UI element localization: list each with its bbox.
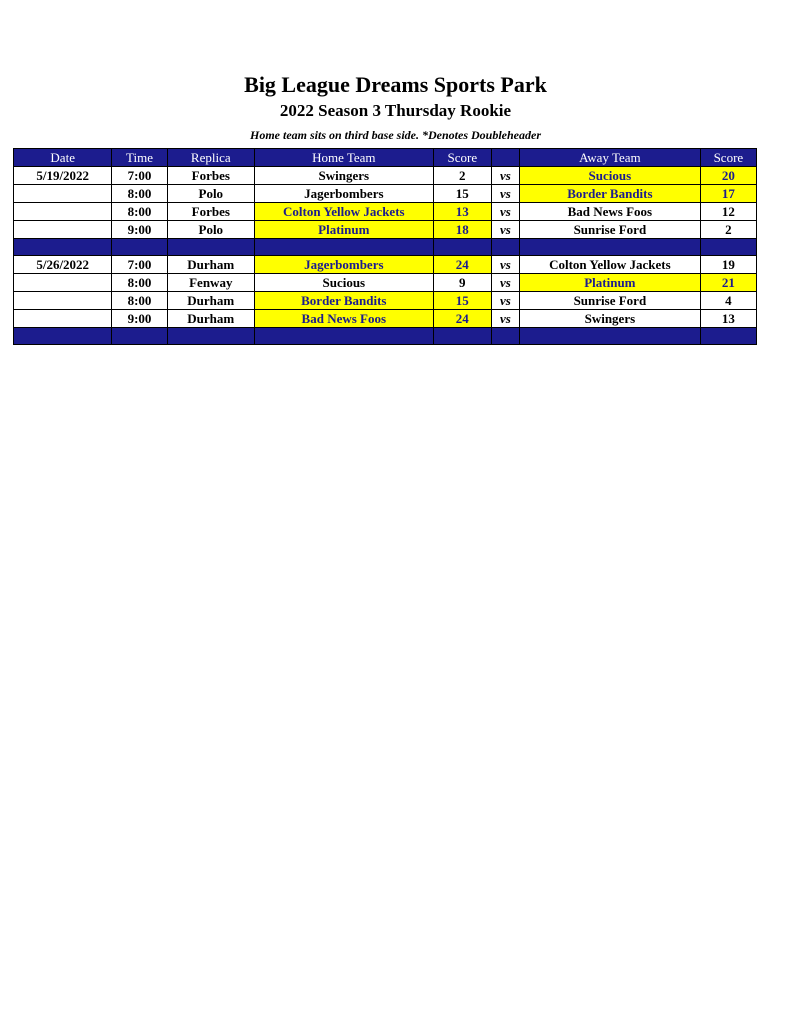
band-cell — [433, 328, 491, 345]
home-team-cell: Border Bandits — [254, 292, 433, 310]
time-cell: 8:00 — [112, 274, 167, 292]
game-row — [14, 256, 757, 274]
away-score-cell: 13 — [700, 310, 756, 328]
schedule-body — [14, 167, 757, 345]
col-header-away-score: Score — [700, 149, 756, 167]
home-score-cell: 2 — [433, 167, 491, 185]
page-title: Big League Dreams Sports Park — [244, 72, 547, 97]
week-separator-band — [14, 239, 757, 256]
col-header-home-score: Score — [433, 149, 491, 167]
home-score-cell: 13 — [433, 203, 491, 221]
away-team-cell: Sunrise Ford — [520, 221, 701, 239]
game-row — [14, 292, 757, 310]
away-score-cell: 2 — [700, 221, 756, 239]
field-cell: Durham — [167, 292, 254, 310]
home-team-cell: Jagerbombers — [254, 185, 433, 203]
time-cell: 7:00 — [112, 256, 167, 274]
field-cell: Polo — [167, 221, 254, 239]
band-cell — [112, 328, 167, 345]
time-cell: 8:00 — [112, 292, 167, 310]
week-separator-band — [14, 328, 757, 345]
col-header-away-team: Away Team — [520, 149, 701, 167]
home-team-cell: Sucious — [254, 274, 433, 292]
away-score-cell: 19 — [700, 256, 756, 274]
home-team-cell: Jagerbombers — [254, 256, 433, 274]
away-team-cell: Platinum — [520, 274, 701, 292]
date-cell — [14, 310, 112, 328]
band-cell — [700, 239, 756, 256]
band-cell — [491, 328, 519, 345]
away-team-cell: Sucious — [520, 167, 701, 185]
vs-cell: vs — [491, 185, 519, 203]
time-cell: 8:00 — [112, 185, 167, 203]
away-score-cell: 17 — [700, 185, 756, 203]
game-row — [14, 203, 757, 221]
home-team-cell: Platinum — [254, 221, 433, 239]
away-team-cell: Border Bandits — [520, 185, 701, 203]
away-team-cell: Colton Yellow Jackets — [520, 256, 701, 274]
band-cell — [14, 239, 112, 256]
home-score-cell: 24 — [433, 310, 491, 328]
vs-cell: vs — [491, 292, 519, 310]
game-row — [14, 310, 757, 328]
date-cell — [14, 221, 112, 239]
band-cell — [433, 239, 491, 256]
away-score-cell: 20 — [700, 167, 756, 185]
band-cell — [520, 328, 701, 345]
band-cell — [491, 239, 519, 256]
band-cell — [254, 239, 433, 256]
band-cell — [167, 239, 254, 256]
vs-cell: vs — [491, 274, 519, 292]
col-header-date: Date — [14, 149, 112, 167]
time-cell: 7:00 — [112, 167, 167, 185]
band-cell — [700, 328, 756, 345]
col-header-vs — [491, 149, 519, 167]
home-team-cell: Colton Yellow Jackets — [254, 203, 433, 221]
header-row — [14, 149, 757, 167]
page-subtitle: 2022 Season 3 Thursday Rookie — [279, 101, 512, 120]
vs-cell: vs — [491, 203, 519, 221]
vs-cell: vs — [491, 310, 519, 328]
band-cell — [520, 239, 701, 256]
game-row — [14, 274, 757, 292]
time-cell: 9:00 — [112, 221, 167, 239]
vs-cell: vs — [491, 221, 519, 239]
date-cell — [14, 274, 112, 292]
away-team-cell: Bad News Foos — [520, 203, 701, 221]
time-cell: 8:00 — [112, 203, 167, 221]
band-cell — [14, 328, 112, 345]
page-note: Home team sits on third base side. *Denotes Doubleheader — [250, 128, 541, 142]
home-score-cell: 15 — [433, 185, 491, 203]
away-team-cell: Sunrise Ford — [520, 292, 701, 310]
schedule-table — [13, 148, 757, 345]
away-team-cell: Swingers — [520, 310, 701, 328]
home-score-cell: 9 — [433, 274, 491, 292]
field-cell: Polo — [167, 185, 254, 203]
col-header-home-team: Home Team — [254, 149, 433, 167]
away-score-cell: 12 — [700, 203, 756, 221]
game-row — [14, 167, 757, 185]
date-cell: 5/19/2022 — [14, 167, 112, 185]
game-row — [14, 185, 757, 203]
field-cell: Durham — [167, 256, 254, 274]
field-cell: Forbes — [167, 203, 254, 221]
vs-cell: vs — [491, 167, 519, 185]
band-cell — [167, 328, 254, 345]
band-cell — [112, 239, 167, 256]
date-cell — [14, 292, 112, 310]
away-score-cell: 21 — [700, 274, 756, 292]
game-row — [14, 221, 757, 239]
home-score-cell: 24 — [433, 256, 491, 274]
home-score-cell: 15 — [433, 292, 491, 310]
home-team-cell: Swingers — [254, 167, 433, 185]
away-score-cell: 4 — [700, 292, 756, 310]
home-team-cell: Bad News Foos — [254, 310, 433, 328]
col-header-replica: Replica — [167, 149, 254, 167]
col-header-time: Time — [112, 149, 167, 167]
date-cell — [14, 185, 112, 203]
field-cell: Forbes — [167, 167, 254, 185]
time-cell: 9:00 — [112, 310, 167, 328]
home-score-cell: 18 — [433, 221, 491, 239]
vs-cell: vs — [491, 256, 519, 274]
field-cell: Fenway — [167, 274, 254, 292]
date-cell: 5/26/2022 — [14, 256, 112, 274]
field-cell: Durham — [167, 310, 254, 328]
date-cell — [14, 203, 112, 221]
band-cell — [254, 328, 433, 345]
